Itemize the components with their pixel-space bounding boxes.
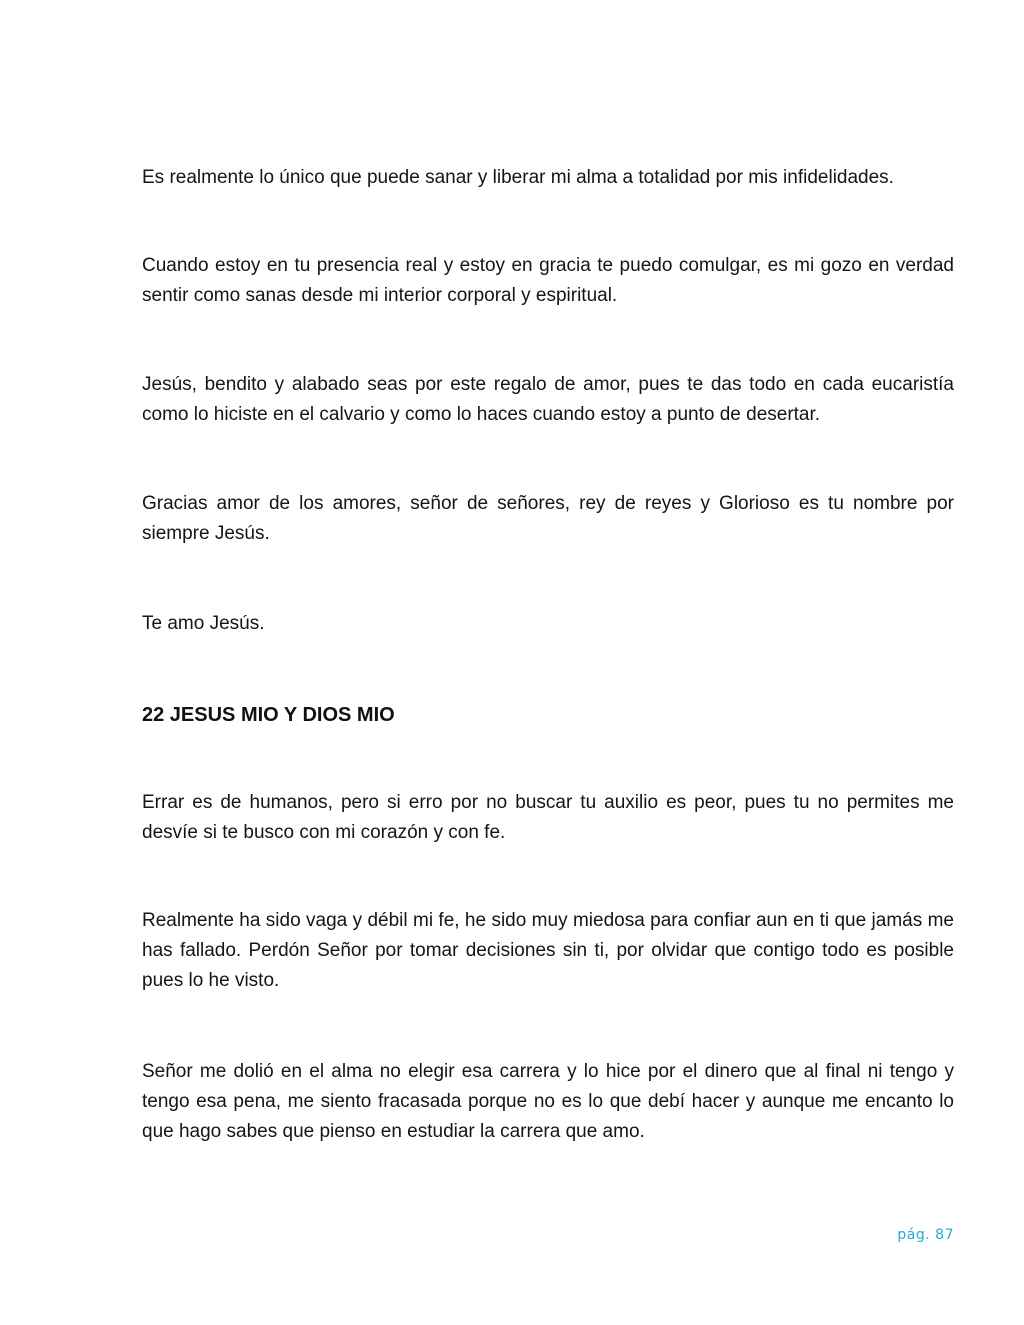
paragraph-1: Es realmente lo único que puede sanar y liberar mi alma a totalidad por mis infidelidades. [142,167,894,188]
paragraph-2: Cuando estoy en tu presencia real y estoy en gracia te puedo comulgar, es mi gozo en verdad sentir como sanas desde mi interior corporal y espiritual. [142,255,954,306]
paragraph-5: Te amo Jesús. [142,613,265,634]
paragraph-7: Realmente ha sido vaga y débil mi fe, he sido muy miedosa para confiar aun en ti que jamás me has fallado. Perdón Señor por tomar decisiones sin ti, por olvidar que contigo todo es posible pues lo he visto. [142,910,954,991]
paragraph-4: Gracias amor de los amores, señor de señores, rey de reyes y Glorioso es tu nombre por siempre Jesús. [142,493,954,544]
page-number: pág. 87 [897,1227,954,1243]
paragraph-6: Errar es de humanos, pero si erro por no buscar tu auxilio es peor, pues tu no permites me desvíe si te busco con mi corazón y con fe. [142,792,954,843]
section-heading: 22 JESUS MIO Y DIOS MIO [142,704,395,726]
paragraph-8: Señor me dolió en el alma no elegir esa carrera y lo hice por el dinero que al final ni tengo y tengo esa pena, me siento fracasada porque no es lo que debí hacer y aunque me encanto lo que hago sabes que pienso en estudiar la carrera que amo. [142,1061,954,1142]
paragraph-3: Jesús, bendito y alabado seas por este regalo de amor, pues te das todo en cada eucaristía como lo hiciste en el calvario y como lo haces cuando estoy a punto de desertar. [142,374,954,425]
